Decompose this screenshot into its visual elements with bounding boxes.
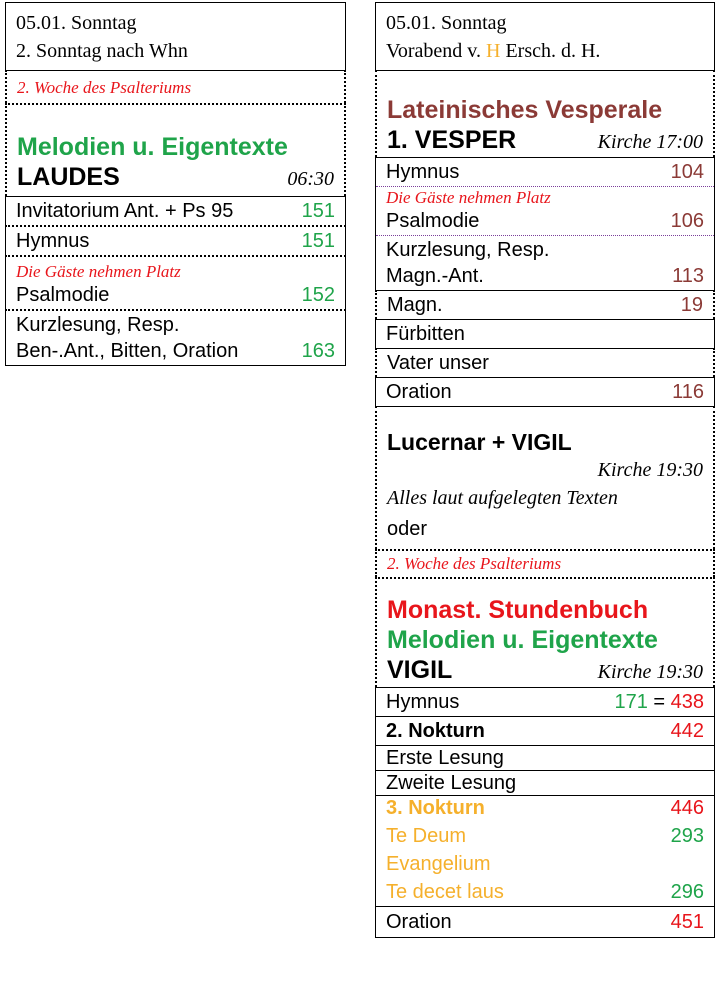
row-page-green: 171 bbox=[614, 691, 648, 713]
vigil-row-nokturn-3 bbox=[375, 795, 715, 906]
left-date-line: 05.01. Sonntag bbox=[16, 12, 137, 34]
lucernar-note: Alles laut aufgelegten Texten bbox=[387, 487, 618, 509]
laudes-row-psalmodie bbox=[5, 257, 346, 311]
left-book-title: Melodien u. Eigentexte bbox=[17, 133, 288, 161]
vesper-block bbox=[375, 157, 715, 290]
vesper-row-magn bbox=[375, 290, 715, 319]
lucernar-section bbox=[375, 406, 715, 549]
left-day-column bbox=[5, 2, 346, 366]
row-label: Magn. bbox=[387, 294, 443, 316]
row-page: 152 bbox=[301, 284, 335, 306]
left-psalter-note: 2. Woche des Psalteriums bbox=[17, 78, 192, 97]
right-date-line: 05.01. Sonntag bbox=[386, 12, 507, 34]
eve-suffix: Ersch. d. H. bbox=[500, 40, 601, 62]
guest-note: Die Gäste nehmen Platz bbox=[16, 262, 181, 281]
vesper-row-kurzlesung bbox=[376, 235, 714, 290]
row-label: Oration bbox=[386, 911, 452, 933]
row-label: Kurzlesung, Resp. bbox=[16, 314, 180, 336]
vesper-row-psalmodie bbox=[376, 186, 714, 235]
row-page: 151 bbox=[301, 230, 335, 252]
row-equals: = bbox=[647, 691, 671, 713]
left-laudes-heading bbox=[5, 103, 346, 196]
row-label: Psalmodie bbox=[386, 210, 480, 232]
vigil-heading bbox=[375, 577, 715, 687]
row-label: Vater unser bbox=[387, 352, 489, 374]
left-day-name: 2. Sonntag nach Whn bbox=[16, 40, 188, 62]
vigil-row-hymnus bbox=[375, 687, 715, 716]
row-label: Oration bbox=[386, 381, 452, 403]
row-page: 296 bbox=[670, 881, 704, 903]
vigil-row-te-decet-laus bbox=[376, 878, 714, 906]
eve-highlight: H bbox=[485, 40, 501, 62]
right-day-column bbox=[375, 2, 715, 938]
vesper-time: Kirche 17:00 bbox=[597, 131, 703, 153]
vigil-book-title-2: Melodien u. Eigentexte bbox=[387, 626, 658, 654]
vesper-heading bbox=[375, 70, 715, 157]
row-page: 442 bbox=[670, 720, 704, 742]
row-label: Psalmodie bbox=[16, 284, 110, 306]
laudes-row-kurzlesung bbox=[5, 311, 346, 366]
row-label: Erste Lesung bbox=[386, 747, 504, 769]
vesper-row-hymnus bbox=[376, 158, 714, 186]
row-label: Kurzlesung, Resp. bbox=[386, 239, 550, 261]
vigil-row-zweite-lesung bbox=[375, 770, 715, 795]
laudes-row-invitatorium bbox=[5, 196, 346, 227]
laudes-title: LAUDES bbox=[17, 163, 120, 191]
lucernar-title: Lucernar + VIGIL bbox=[387, 429, 572, 455]
row-page: 446 bbox=[670, 797, 704, 819]
oder-label: oder bbox=[387, 518, 428, 540]
row-page: 116 bbox=[672, 381, 704, 403]
vigil-time: Kirche 19:30 bbox=[597, 661, 703, 683]
lucernar-time: Kirche 19:30 bbox=[597, 459, 703, 481]
vigil-row-erste-lesung bbox=[375, 745, 715, 770]
laudes-time: 06:30 bbox=[287, 168, 334, 190]
row-label: 3. Nokturn bbox=[386, 797, 485, 819]
row-label: Hymnus bbox=[386, 691, 460, 713]
vigil-row-oration bbox=[375, 906, 715, 938]
row-page: 113 bbox=[672, 265, 704, 287]
laudes-row-hymnus bbox=[5, 227, 346, 257]
vesper-row-vater-unser bbox=[375, 348, 715, 377]
vigil-row-te-deum bbox=[376, 822, 714, 850]
eve-prefix: Vorabend v. bbox=[386, 40, 486, 62]
row-label-2: Magn.-Ant. bbox=[386, 265, 484, 287]
row-page: 104 bbox=[670, 161, 704, 183]
row-page: 293 bbox=[670, 825, 704, 847]
row-label-2: Ben-.Ant., Bitten, Oration bbox=[16, 340, 239, 362]
right-eve-line bbox=[386, 37, 704, 65]
left-date-header bbox=[5, 2, 346, 70]
row-label: Invitatorium Ant. + Ps 95 bbox=[16, 200, 234, 222]
guest-note: Die Gäste nehmen Platz bbox=[386, 188, 551, 207]
row-label: Zweite Lesung bbox=[386, 772, 517, 794]
right-psalter-section bbox=[375, 549, 715, 577]
vigil-row-evangelium bbox=[376, 850, 714, 878]
vesper-title: 1. VESPER bbox=[387, 126, 517, 154]
row-label: Fürbitten bbox=[386, 323, 465, 345]
vigil-row-nokturn-2 bbox=[375, 716, 715, 745]
vigil-book-title-1: Monast. Stundenbuch bbox=[387, 596, 649, 624]
right-psalter-note: 2. Woche des Psalteriums bbox=[387, 554, 562, 573]
row-label: Hymnus bbox=[386, 161, 460, 183]
row-page: 106 bbox=[670, 210, 704, 232]
row-page: 151 bbox=[301, 200, 335, 222]
row-label: Te decet laus bbox=[386, 881, 504, 903]
row-label: Evangelium bbox=[386, 853, 491, 875]
row-page: 19 bbox=[680, 294, 703, 316]
row-page: 451 bbox=[670, 911, 704, 933]
row-label: 2. Nokturn bbox=[386, 720, 485, 742]
row-label: Te Deum bbox=[386, 825, 467, 847]
vesper-row-oration bbox=[375, 377, 715, 406]
vigil-title: VIGIL bbox=[387, 656, 453, 684]
row-page-red: 438 bbox=[670, 691, 704, 713]
vesper-row-fuerbitten bbox=[375, 319, 715, 348]
row-label: Hymnus bbox=[16, 230, 90, 252]
vesper-book-title: Lateinisches Vesperale bbox=[387, 96, 663, 124]
right-date-header bbox=[375, 2, 715, 70]
row-page: 163 bbox=[301, 340, 335, 362]
left-psalter-section bbox=[5, 70, 346, 103]
